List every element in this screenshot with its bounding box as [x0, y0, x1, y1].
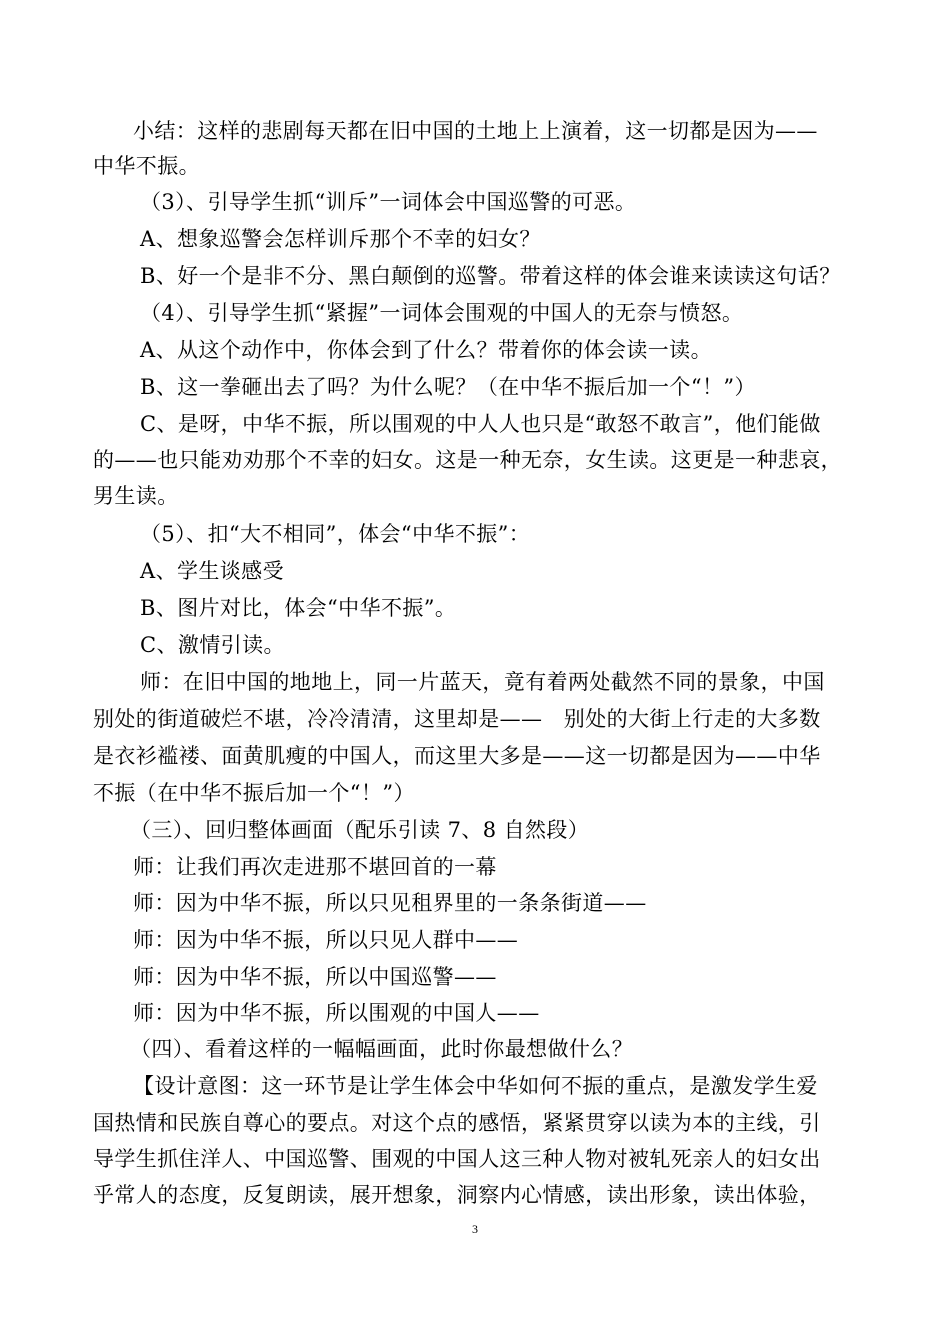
text-line: （4）、引导学生抓“紧握”一词体会围观的中国人的无奈与愤怒。 [140, 301, 744, 325]
text-line: 不振（在中华不振后加一个“！”） [93, 781, 415, 805]
page-number: 3 [472, 1222, 478, 1236]
text-line: 师：因为中华不振，所以围观的中国人—— [133, 1001, 540, 1025]
text-line: A、想象巡警会怎样训斥那个不幸的妇女？ [140, 227, 541, 251]
text-line: 导学生抓住洋人、中国巡警、围观的中国人这三种人物对被轧死亲人的妇女出 [93, 1147, 821, 1171]
text-line: （四）、看着这样的一幅幅画面，此时你最想做什么？ [130, 1037, 634, 1061]
text-line: 别处的街道破烂不堪，冷冷清清，这里却是—— 别处的大街上行走的大多数 [93, 707, 821, 731]
text-line: A、从这个动作中，你体会到了什么？带着你的体会读一读。 [140, 338, 712, 362]
text-line: 小结：这样的悲剧每天都在旧中国的土地上上演着，这一切都是因为—— [133, 119, 818, 143]
text-line: （5）、扣“大不相同”，体会“中华不振”： [140, 522, 531, 546]
text-line: C、激情引读。 [140, 633, 285, 657]
text-line: 师：在旧中国的地地上，同一片蓝天，竟有着两处截然不同的景象，中国 [140, 670, 825, 694]
text-line: 中华不振。 [93, 154, 200, 178]
text-line: 【设计意图：这一环节是让学生体会中华如何不振的重点，是激发学生爱 [133, 1074, 818, 1098]
text-line: B、好一个是非不分、黑白颠倒的巡警。带着这样的体会谁来读读这句话？ [140, 264, 841, 288]
text-line: B、图片对比，体会“中华不振”。 [140, 596, 457, 620]
text-line: C、是呀，中华不振，所以围观的中人人也只是“敢怒不敢言”，他们能做 [140, 412, 821, 436]
text-line: 师：让我们再次走进那不堪回首的一幕 [133, 855, 497, 879]
text-line: 师：因为中华不振，所以只见租界里的一条条街道—— [133, 891, 647, 915]
text-line: 师：因为中华不振，所以中国巡警—— [133, 965, 497, 989]
text-line: 男生读。 [93, 484, 179, 508]
text-line: 乎常人的态度，反复朗读，展开想象，洞察内心情感，读出形象，读出体验， [93, 1183, 821, 1207]
text-line: （3）、引导学生抓“训斥”一词体会中国巡警的可恶。 [140, 190, 637, 214]
text-line: 的——也只能劝劝那个不幸的妇女。这是一种无奈，女生读。这更是一种悲哀， [93, 448, 842, 472]
text-line: （三）、回归整体画面（配乐引读 7、8 自然段） [130, 818, 590, 842]
text-line: B、这一拳砸出去了吗？为什么呢？（在中华不振后加一个“！”） [140, 375, 756, 399]
text-line: 是衣衫褴褛、面黄肌瘦的中国人，而这里大多是——这一切都是因为——中华 [93, 744, 821, 768]
text-line: A、学生谈感受 [140, 559, 284, 583]
text-line: 师：因为中华不振，所以只见人群中—— [133, 928, 519, 952]
text-line: 国热情和民族自尊心的要点。对这个点的感悟，紧紧贯穿以读为本的主线，引 [93, 1111, 821, 1135]
